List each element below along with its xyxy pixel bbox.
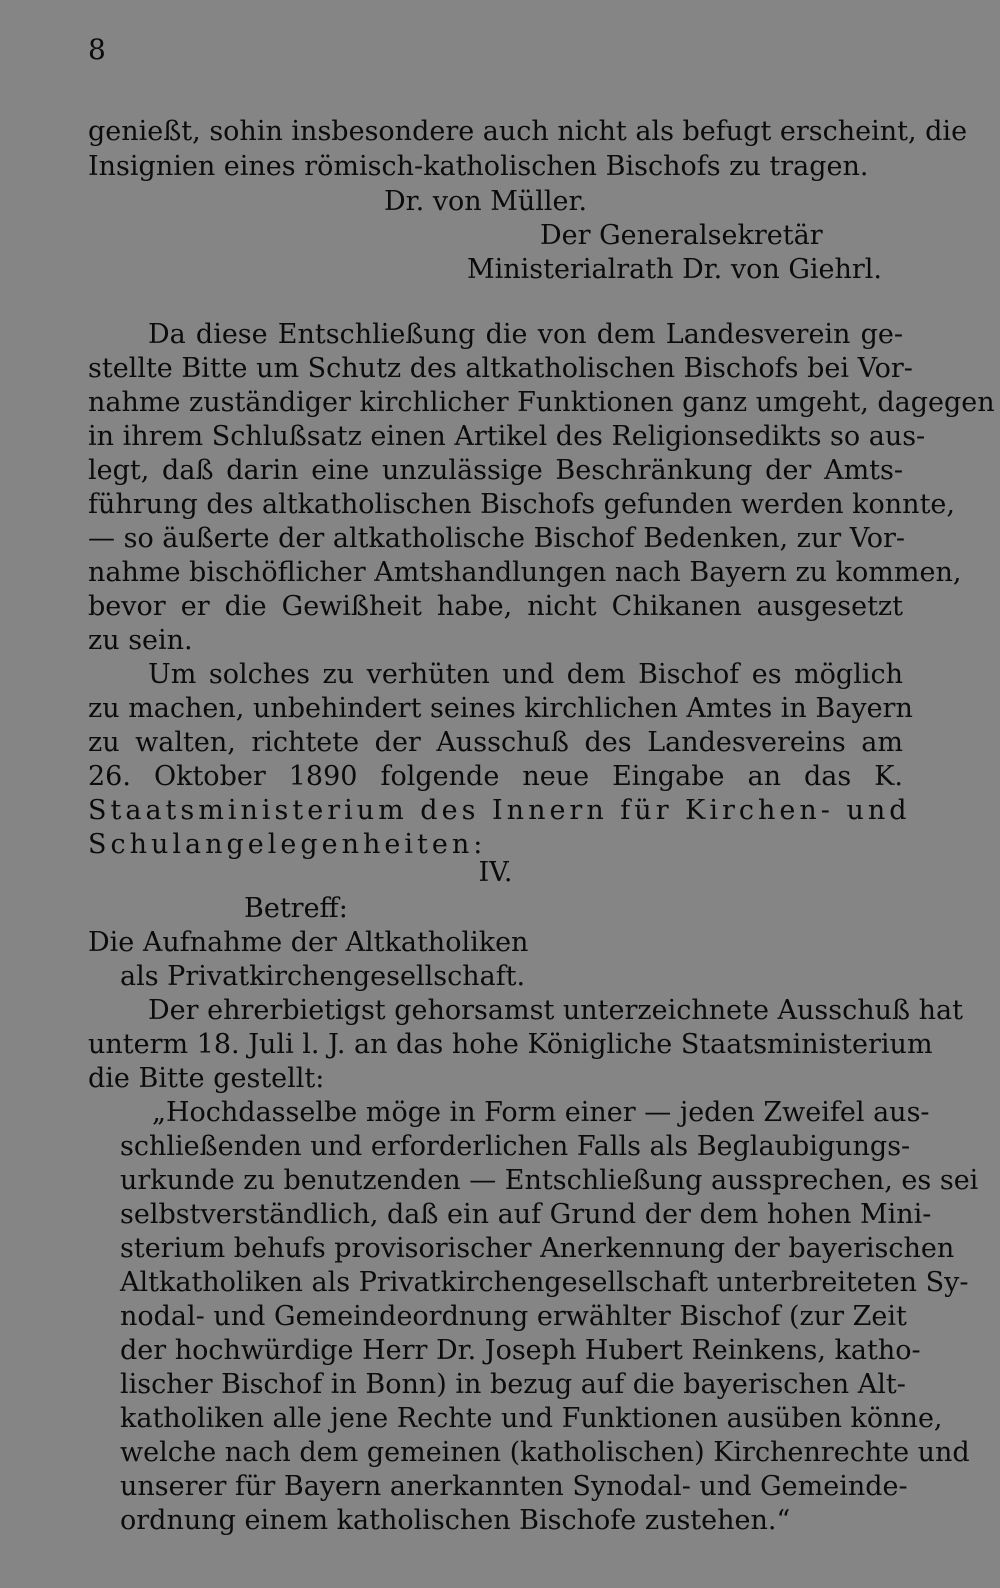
quote-line: katholiken alle jene Rechte und Funktionen ausüben könne, bbox=[120, 1403, 943, 1434]
text-line: Um solches zu verhüten und dem Bischof es möglich bbox=[148, 659, 903, 690]
signature-title: Der Generalsekretär bbox=[540, 220, 823, 251]
text-line: zu sein. bbox=[88, 625, 193, 656]
quote-line: welche nach dem gemeinen (katholischen) Kirchenrechte und bbox=[120, 1437, 970, 1468]
text-line: legt, daß darin eine unzulässige Beschränkung der Amts- bbox=[88, 455, 903, 486]
text-line: Schulangelegenheiten: bbox=[88, 829, 487, 860]
text-line: führung des altkatholischen Bischofs gefunden werden konnte, bbox=[88, 489, 955, 520]
text-line: genießt, sohin insbesondere auch nicht als befugt erscheint, die bbox=[88, 116, 968, 147]
text-line: Der ehrerbietigst gehorsamst unterzeichnete Ausschuß hat bbox=[148, 995, 963, 1026]
subject-line: Die Aufnahme der Altkatholiken bbox=[88, 927, 529, 958]
text-line: zu machen, unbehindert seines kirchlichen Amtes in Bayern bbox=[88, 693, 913, 724]
signature-giehrl: Ministerialrath Dr. von Giehrl. bbox=[467, 254, 883, 285]
text-line: stellte Bitte um Schutz des altkatholischen Bischofs bei Vor- bbox=[88, 353, 913, 384]
quote-line: nodal- und Gemeindeordnung erwählter Bischof (zur Zeit bbox=[120, 1301, 907, 1332]
text-line: in ihrem Schlußsatz einen Artikel des Religionsedikts so aus- bbox=[88, 421, 926, 452]
subject-line: als Privatkirchengesellschaft. bbox=[120, 961, 526, 992]
quote-line: schließenden und erforderlichen Falls als Beglaubigungs- bbox=[120, 1131, 911, 1162]
text-line: nahme zuständiger kirchlicher Funktionen ganz umgeht, dagegen bbox=[88, 387, 995, 418]
text-line: zu walten, richtete der Ausschuß des Landesvereins am bbox=[88, 727, 903, 758]
text-line: die Bitte gestellt: bbox=[88, 1063, 325, 1094]
text-line: Insignien eines römisch-katholischen Bischofs zu tragen. bbox=[88, 151, 869, 182]
quote-line: sterium behufs provisorischer Anerkennung der bayerischen bbox=[120, 1233, 955, 1264]
text-line: Staatsministerium des Innern für Kirchen- und bbox=[88, 795, 911, 826]
quote-line: selbstverständlich, daß ein auf Grund der dem hohen Mini- bbox=[120, 1199, 932, 1230]
subject-label: Betreff: bbox=[244, 893, 348, 924]
quote-line: der hochwürdige Herr Dr. Joseph Hubert Reinkens, katho- bbox=[120, 1335, 921, 1366]
text-line: — so äußerte der altkatholische Bischof Bedenken, zur Vor- bbox=[88, 523, 906, 554]
text-line: bevor er die Gewißheit habe, nicht Chikanen ausgesetzt bbox=[88, 591, 903, 622]
text-line: Da diese Entschließung die von dem Landesverein ge- bbox=[148, 319, 903, 350]
section-heading: IV. bbox=[478, 857, 513, 888]
quote-line: urkunde zu benutzenden — Entschließung aussprechen, es sei bbox=[120, 1165, 979, 1196]
page-number: 8 bbox=[88, 33, 106, 66]
text-line: nahme bischöflicher Amtshandlungen nach Bayern zu kommen, bbox=[88, 557, 962, 588]
quote-line: unserer für Bayern anerkannten Synodal- und Gemeinde- bbox=[120, 1471, 908, 1502]
text-line: unterm 18. Juli l. J. an das hohe Königliche Staatsministerium bbox=[88, 1029, 933, 1060]
text-line: 26. Oktober 1890 folgende neue Eingabe an das K. bbox=[88, 761, 903, 792]
signature-mueller: Dr. von Müller. bbox=[384, 186, 588, 217]
quote-line: „Hochdasselbe möge in Form einer — jeden Zweifel aus- bbox=[152, 1097, 930, 1128]
quote-line: Altkatholiken als Privatkirchengesellschaft unterbreiteten Sy- bbox=[120, 1267, 969, 1298]
quote-line: ordnung einem katholischen Bischofe zustehen.“ bbox=[120, 1505, 791, 1536]
quote-line: lischer Bischof in Bonn) in bezug auf die bayerischen Alt- bbox=[120, 1369, 906, 1400]
